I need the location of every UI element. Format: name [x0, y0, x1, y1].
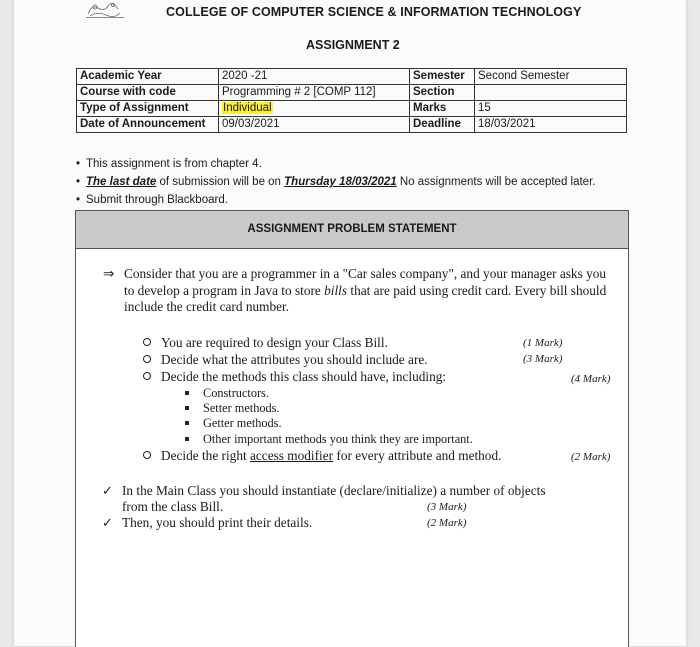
- assignment-type-cell: [219, 101, 410, 117]
- note-deadline-day: Thursday 18/03/2021: [284, 176, 397, 188]
- academic-year-value: 2020 -21: [219, 69, 410, 85]
- note-chapter: This assignment is from chapter 4.: [86, 158, 262, 170]
- deadline-value: 18/03/2021: [475, 117, 627, 133]
- method-getters: Getter methods.: [203, 416, 282, 430]
- square-bullet-icon: [185, 421, 189, 425]
- list-item: [185, 401, 280, 416]
- table-row: [77, 101, 627, 117]
- list-item: [76, 173, 595, 191]
- list-item: [143, 352, 428, 368]
- academic-year-label: Academic Year: [77, 69, 219, 85]
- course-value: Programming # 2 [COMP 112]: [219, 85, 410, 101]
- section-label: Section: [410, 85, 475, 101]
- check-instantiate-line2: from the class Bill.: [122, 499, 224, 514]
- college-title: COLLEGE OF COMPUTER SCIENCE & INFORMATION TECHNOLOGY: [166, 5, 582, 19]
- assignment-type-label: Type of Assignment: [77, 101, 219, 117]
- check-instantiate-mark: (3 Mark): [427, 501, 467, 513]
- marks-label: Marks: [410, 101, 475, 117]
- circle-bullet-icon: [143, 372, 151, 380]
- square-bullet-icon: [185, 391, 189, 395]
- note-late-policy: No assignments will be accepted later.: [396, 176, 596, 188]
- bullet-icon: •: [76, 176, 81, 188]
- announcement-date-label: Date of Announcement: [77, 117, 219, 133]
- problem-intro: [124, 266, 614, 316]
- method-constructors: Constructors.: [203, 386, 269, 400]
- circle-bullet-icon: [143, 338, 151, 346]
- item-access-mark: (2 Mark): [571, 451, 611, 463]
- problem-statement-heading: ASSIGNMENT PROBLEM STATEMENT: [76, 211, 628, 249]
- section-value: [475, 85, 627, 101]
- assignment-notes: [76, 155, 595, 209]
- list-item: [185, 432, 473, 447]
- item-attributes: Decide what the attributes you should include are.: [161, 352, 428, 367]
- intro-text-2: that are paid using credit card. Every bill should include the credit card number.: [124, 282, 607, 314]
- list-item: [185, 386, 269, 401]
- check-icon: ✓: [102, 483, 113, 498]
- item-access-text-2: for every attribute and method.: [333, 448, 502, 463]
- check-instantiate: In the Main Class you should instantiate (declare/initialize) a number of objects: [122, 483, 546, 498]
- assignment-type-value: Individual: [223, 102, 272, 114]
- item-design-class: You are required to design your Class Bill.: [161, 335, 388, 350]
- note-last-date-label: The last date: [86, 176, 157, 188]
- item-access-modifier: access modifier: [249, 448, 334, 463]
- check-print: Then, you should print their details.: [122, 515, 313, 530]
- assignment-title: ASSIGNMENT 2: [306, 38, 400, 52]
- table-row: [77, 85, 627, 101]
- university-logo: [68, 0, 142, 22]
- list-item: [102, 483, 546, 499]
- intro-bills: bills: [324, 282, 348, 298]
- note-submit: Submit through Blackboard.: [86, 194, 228, 206]
- list-item: [143, 448, 501, 464]
- item-design-class-mark: (1 Mark): [523, 337, 563, 349]
- marks-value: 15: [475, 101, 627, 117]
- list-item: [143, 369, 446, 385]
- semester-label: Semester: [410, 69, 475, 85]
- bullet-icon: •: [76, 194, 81, 206]
- square-bullet-icon: [185, 406, 189, 410]
- item-access-text-1: Decide the right: [161, 448, 250, 463]
- semester-value: Second Semester: [475, 69, 627, 85]
- item-attributes-mark: (3 Mark): [523, 353, 563, 365]
- table-row: [77, 117, 627, 133]
- method-setters: Setter methods.: [203, 401, 280, 415]
- item-methods: Decide the methods this class should have, including:: [161, 369, 447, 384]
- list-item: [76, 155, 595, 173]
- check-icon: ✓: [102, 515, 113, 530]
- list-item: [76, 191, 595, 209]
- table-row: [77, 69, 627, 85]
- list-item: [102, 515, 312, 531]
- check-print-mark: (2 Mark): [427, 517, 467, 529]
- circle-bullet-icon: [143, 451, 151, 459]
- bullet-icon: •: [76, 158, 81, 170]
- course-label: Course with code: [77, 85, 219, 101]
- deadline-label: Deadline: [410, 117, 475, 133]
- assignment-info-table: [76, 68, 627, 133]
- note-submission-text: of submission will be on: [156, 176, 285, 188]
- method-other: Other important methods you think they are important.: [203, 432, 473, 446]
- announcement-date-value: 09/03/2021: [219, 117, 410, 133]
- list-item: [143, 335, 388, 351]
- square-bullet-icon: [185, 437, 189, 441]
- arrow-icon: ⇒: [103, 266, 115, 281]
- intro-text-1: Consider that you are a programmer in a "Car sales company", and your manager asks you to develop a program in Java to store: [124, 266, 607, 298]
- list-item: [185, 416, 282, 431]
- circle-bullet-icon: [143, 355, 151, 363]
- item-methods-mark: (4 Mark): [571, 373, 611, 385]
